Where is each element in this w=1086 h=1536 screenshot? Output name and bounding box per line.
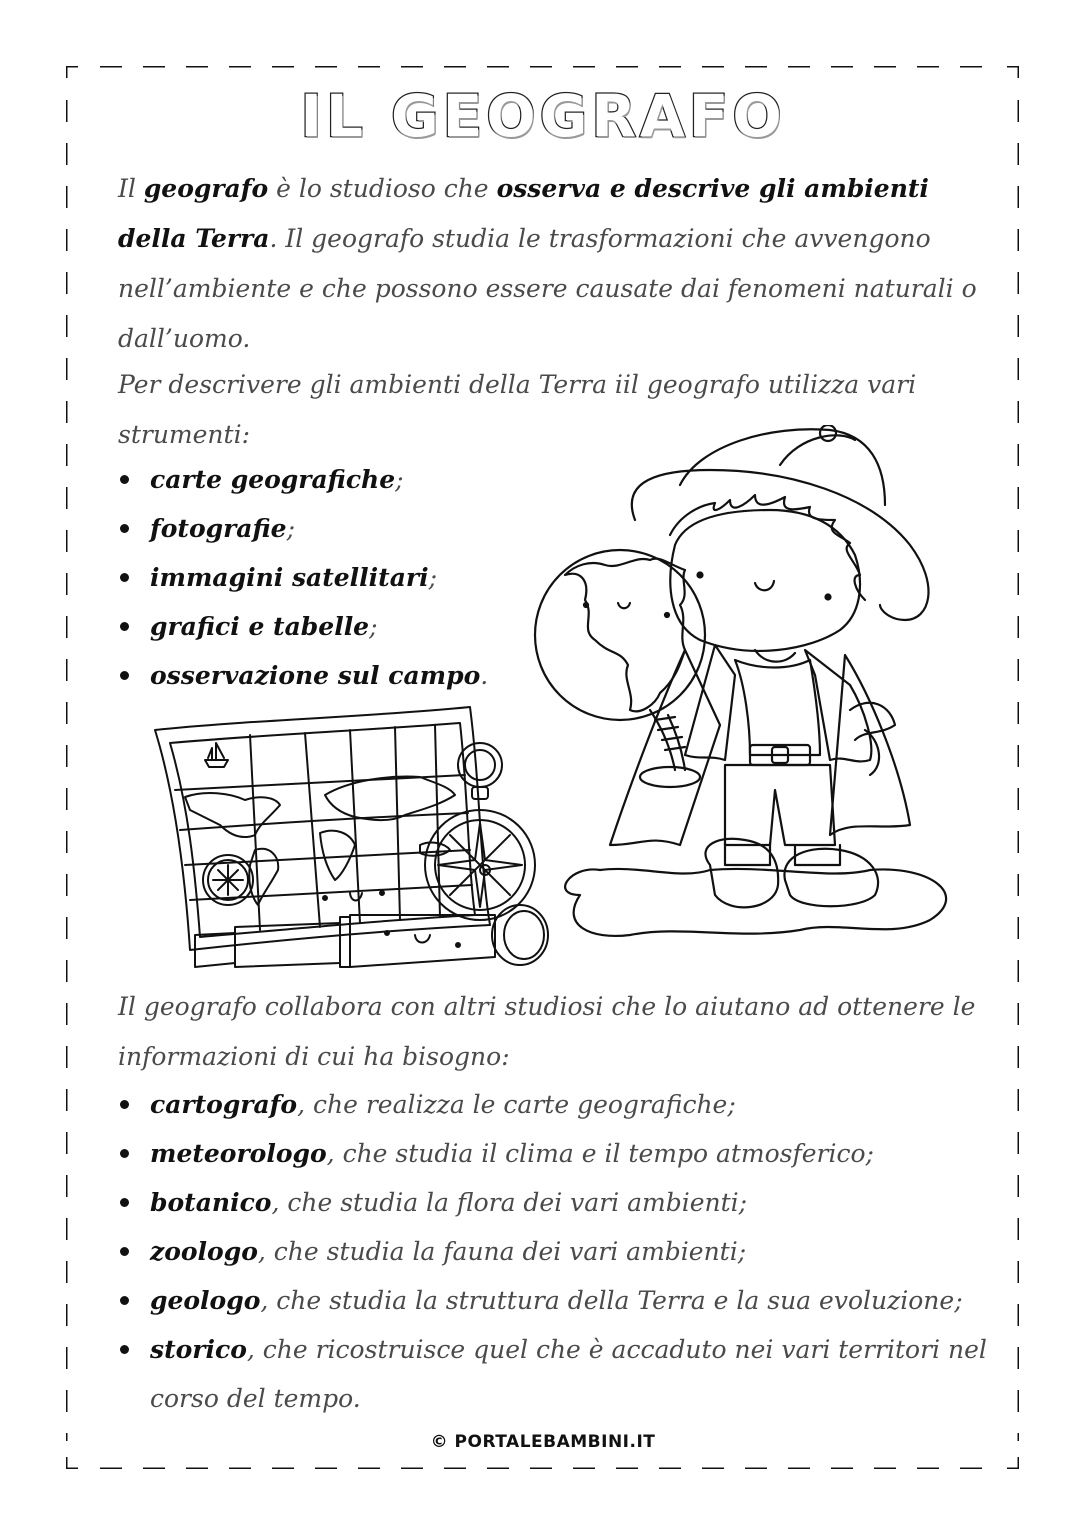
list-item: osservazione sul campo.	[118, 651, 488, 700]
bullet-icon	[120, 1149, 129, 1158]
intro-paragraph	[118, 164, 978, 364]
intro-term-definition: osserva e descrive gli ambienti della Terra	[118, 174, 929, 253]
copyright-footer: © PORTALEBAMBINI.IT	[430, 1432, 656, 1452]
list-item: carte geografiche;	[118, 455, 488, 504]
page-title: IL GEOGRAFO	[300, 82, 786, 150]
experts-intro: Il geografo collabora con altri studiosi che lo aiutano ad ottenere le informazioni di cui ha bisogno:	[118, 992, 976, 1071]
list-item: storico, che ricostruisce quel che è accaduto nei vari territori nel corso del tempo.	[118, 1325, 998, 1423]
bullet-icon	[120, 622, 129, 631]
bullet-icon	[120, 1100, 129, 1109]
list-item: botanico, che studia la flora dei vari ambienti;	[118, 1178, 998, 1227]
bullet-icon	[120, 475, 129, 484]
tools-intro: Per descrivere gli ambienti della Terra iil geografo utilizza vari strumenti:	[118, 370, 917, 449]
list-item: cartografo, che realizza le carte geografiche;	[118, 1080, 998, 1129]
list-item: grafici e tabelle;	[118, 602, 488, 651]
bullet-icon	[120, 573, 129, 582]
intro-term-geografo: geografo	[143, 174, 269, 203]
list-item: zoologo, che studia la fauna dei vari ambienti;	[118, 1227, 998, 1276]
tools-list	[118, 455, 488, 700]
intro-text: . Il geografo studia le trasformazioni che avvengono nell’ambiente e che possono essere causate dai fenomeni naturali o dall’uomo.	[118, 224, 977, 353]
intro-text: è lo studioso che	[268, 174, 497, 203]
bullet-icon	[120, 1345, 129, 1354]
boy-explorer-illustration	[510, 425, 990, 970]
bullet-icon	[120, 1296, 129, 1305]
bullet-icon	[120, 1198, 129, 1207]
list-item: fotografie;	[118, 504, 488, 553]
bullet-icon	[120, 524, 129, 533]
map-compass-telescope-illustration	[150, 705, 560, 975]
bullet-icon	[120, 671, 129, 680]
list-item: meteorologo, che studia il clima e il tempo atmosferico;	[118, 1129, 998, 1178]
intro-text: Il	[118, 174, 144, 203]
list-item: immagini satellitari;	[118, 553, 488, 602]
experts-list	[118, 1080, 998, 1423]
list-item: geologo, che studia la struttura della Terra e la sua evoluzione;	[118, 1276, 998, 1325]
bullet-icon	[120, 1247, 129, 1256]
